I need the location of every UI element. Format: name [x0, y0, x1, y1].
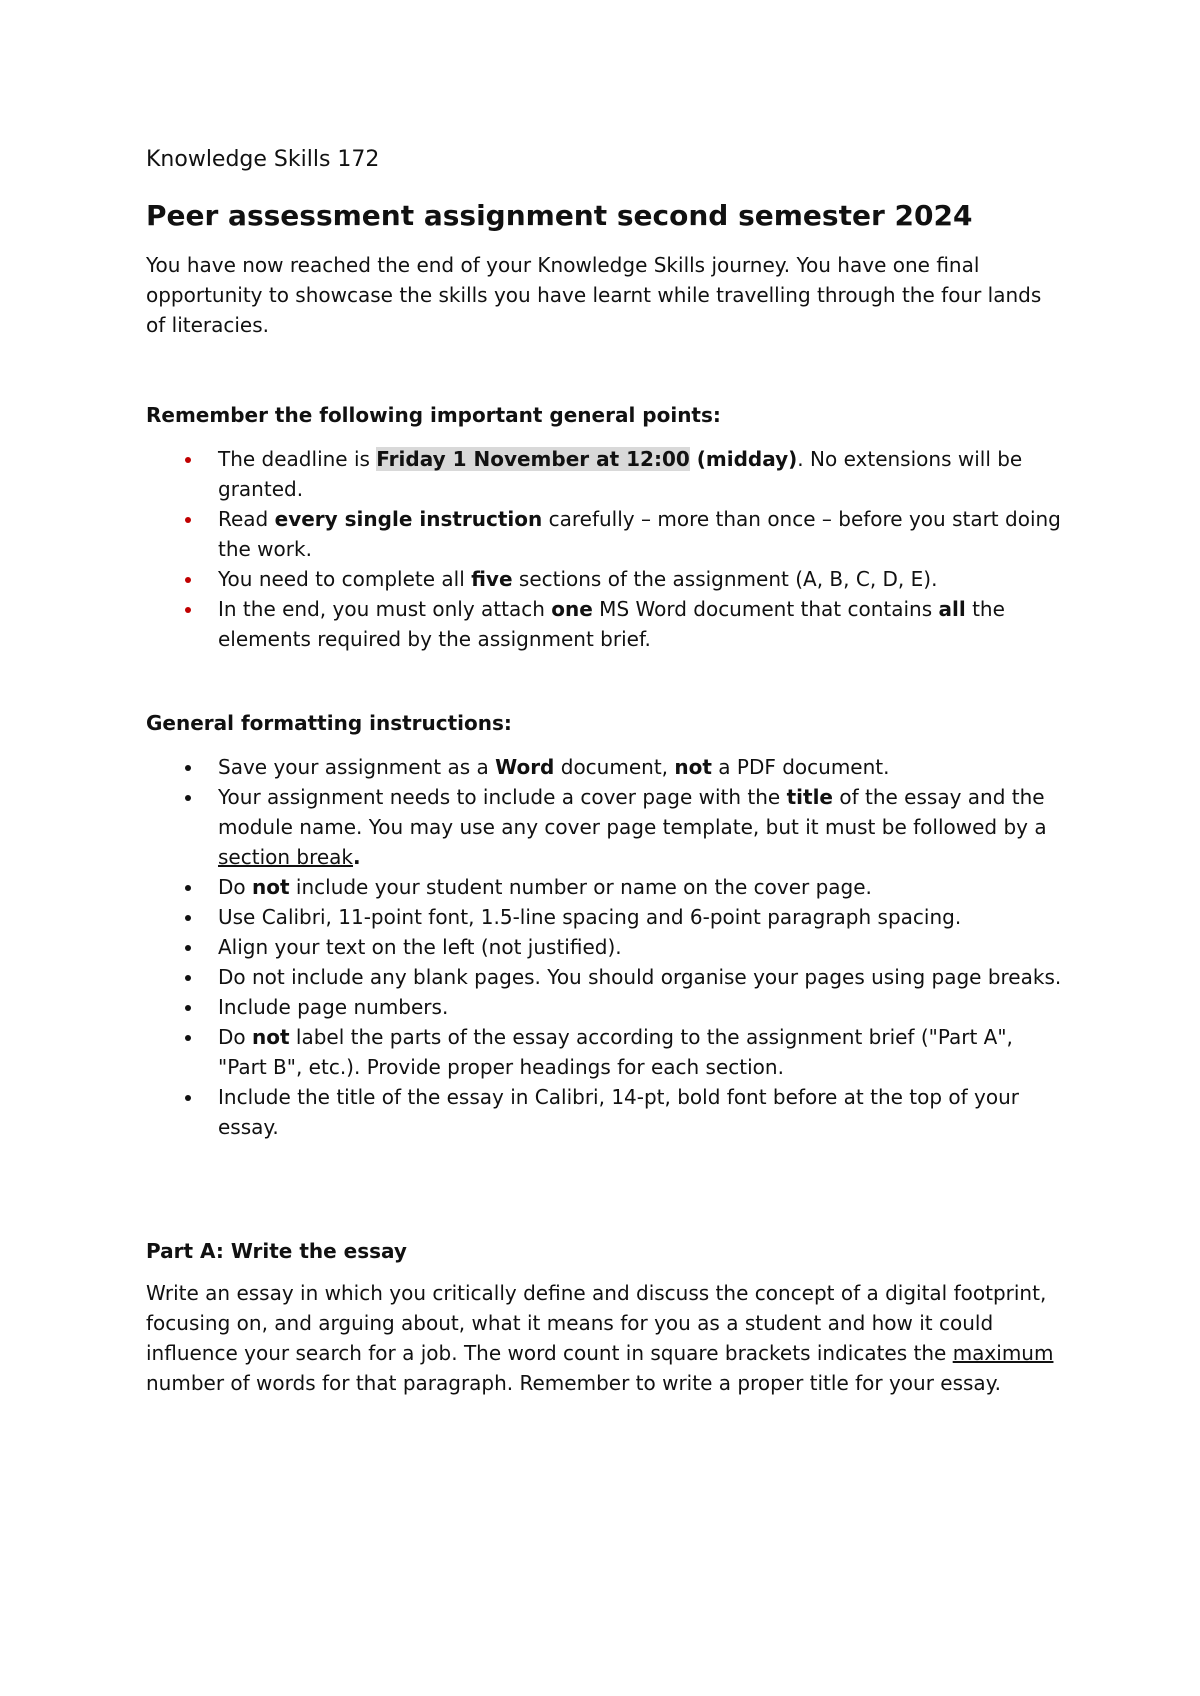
formatting-list — [146, 752, 1066, 1142]
list-item — [146, 1082, 1066, 1142]
bold-text: not — [252, 875, 290, 899]
formatting-heading: General formatting instructions: — [146, 711, 512, 735]
underlined-text: maximum — [952, 1341, 1054, 1365]
bold-text: one — [551, 597, 593, 621]
list-item — [146, 992, 1066, 1022]
list-item — [146, 444, 1066, 504]
text-run: label the parts of the essay according to the assignment brief ("Part A", "Part B", etc.). Provide proper headings for each section. — [218, 1025, 1013, 1079]
bold-text: five — [471, 567, 513, 591]
list-item — [146, 872, 1066, 902]
bold-text: (midday) — [689, 447, 798, 471]
general-points-heading: Remember the following important general points: — [146, 403, 721, 427]
list-item — [146, 962, 1066, 992]
text-run: of the essay and the module name. You may use any cover page template, but it must be followed by a — [218, 785, 1047, 839]
list-item — [146, 504, 1066, 564]
text-run: carefully – more than once – before you start doing the work. — [218, 507, 1061, 561]
text-run: Include page numbers. — [218, 995, 449, 1019]
list-item — [146, 902, 1066, 932]
text-run: Save your assignment as a — [218, 755, 496, 779]
list-item — [146, 594, 1066, 654]
course-name: Knowledge Skills 172 — [146, 147, 380, 172]
text-run: Do not include any blank pages. You should organise your pages using page breaks. — [218, 965, 1062, 989]
bold-text: not — [252, 1025, 290, 1049]
bold-text: Word — [495, 755, 555, 779]
list-item — [146, 752, 1066, 782]
bold-text: Friday 1 November at 12:00 — [376, 447, 690, 471]
text-run: Your assignment needs to include a cover page with the — [218, 785, 787, 809]
text-run: MS Word document that contains — [592, 597, 939, 621]
document-content — [146, 140, 1066, 1398]
bold-text: not — [674, 755, 712, 779]
text-run: Write an essay in which you critically define and discuss the concept of a digital footprint, focusing on, and arguing about, what it means for you as a student and how it could influence your search for a job. The word count in square brackets indicates the — [146, 1281, 1047, 1365]
underlined-text: section break — [218, 845, 354, 869]
text-run: sections of the assignment (A, B, C, D, E). — [512, 567, 938, 591]
part-a-body — [146, 1278, 1066, 1398]
text-run: the elements required by the assignment brief. — [218, 597, 1005, 651]
text-run: number of words for that paragraph. Remember to write a proper title for your essay. — [146, 1371, 1002, 1395]
list-item — [146, 1022, 1066, 1082]
bold-text: every single instruction — [274, 507, 543, 531]
general-points-list — [146, 444, 1066, 654]
text-run: Use Calibri, 11-point font, 1.5-line spacing and 6-point paragraph spacing. — [218, 905, 962, 929]
bold-text: all — [938, 597, 966, 621]
text-run: In the end, you must only attach — [218, 597, 552, 621]
list-item — [146, 782, 1066, 872]
text-run: Do — [218, 875, 252, 899]
text-run: You need to complete all — [218, 567, 472, 591]
list-item — [146, 564, 1066, 594]
text-run: The deadline is — [218, 447, 377, 471]
text-run: a PDF document. — [711, 755, 890, 779]
text-run: document, — [554, 755, 675, 779]
intro-paragraph: You have now reached the end of your Knowledge Skills journey. You have one final opportunity to showcase the skills you have learnt while travelling through the four lands of literacies. — [146, 253, 1042, 337]
bold-text: title — [786, 785, 833, 809]
bold-text: . — [353, 845, 361, 869]
document-title: Peer assessment assignment second semester 2024 — [146, 199, 973, 232]
list-item — [146, 932, 1066, 962]
text-run: Read — [218, 507, 275, 531]
text-run: Include the title of the essay in Calibri, 14-pt, bold font before at the top of your essay. — [218, 1085, 1020, 1139]
text-run: . No extensions will be granted. — [218, 447, 1023, 501]
text-run: include your student number or name on the cover page. — [289, 875, 872, 899]
text-run: Align your text on the left (not justified). — [218, 935, 622, 959]
part-a-heading: Part A: Write the essay — [146, 1239, 407, 1263]
text-run: Do — [218, 1025, 252, 1049]
